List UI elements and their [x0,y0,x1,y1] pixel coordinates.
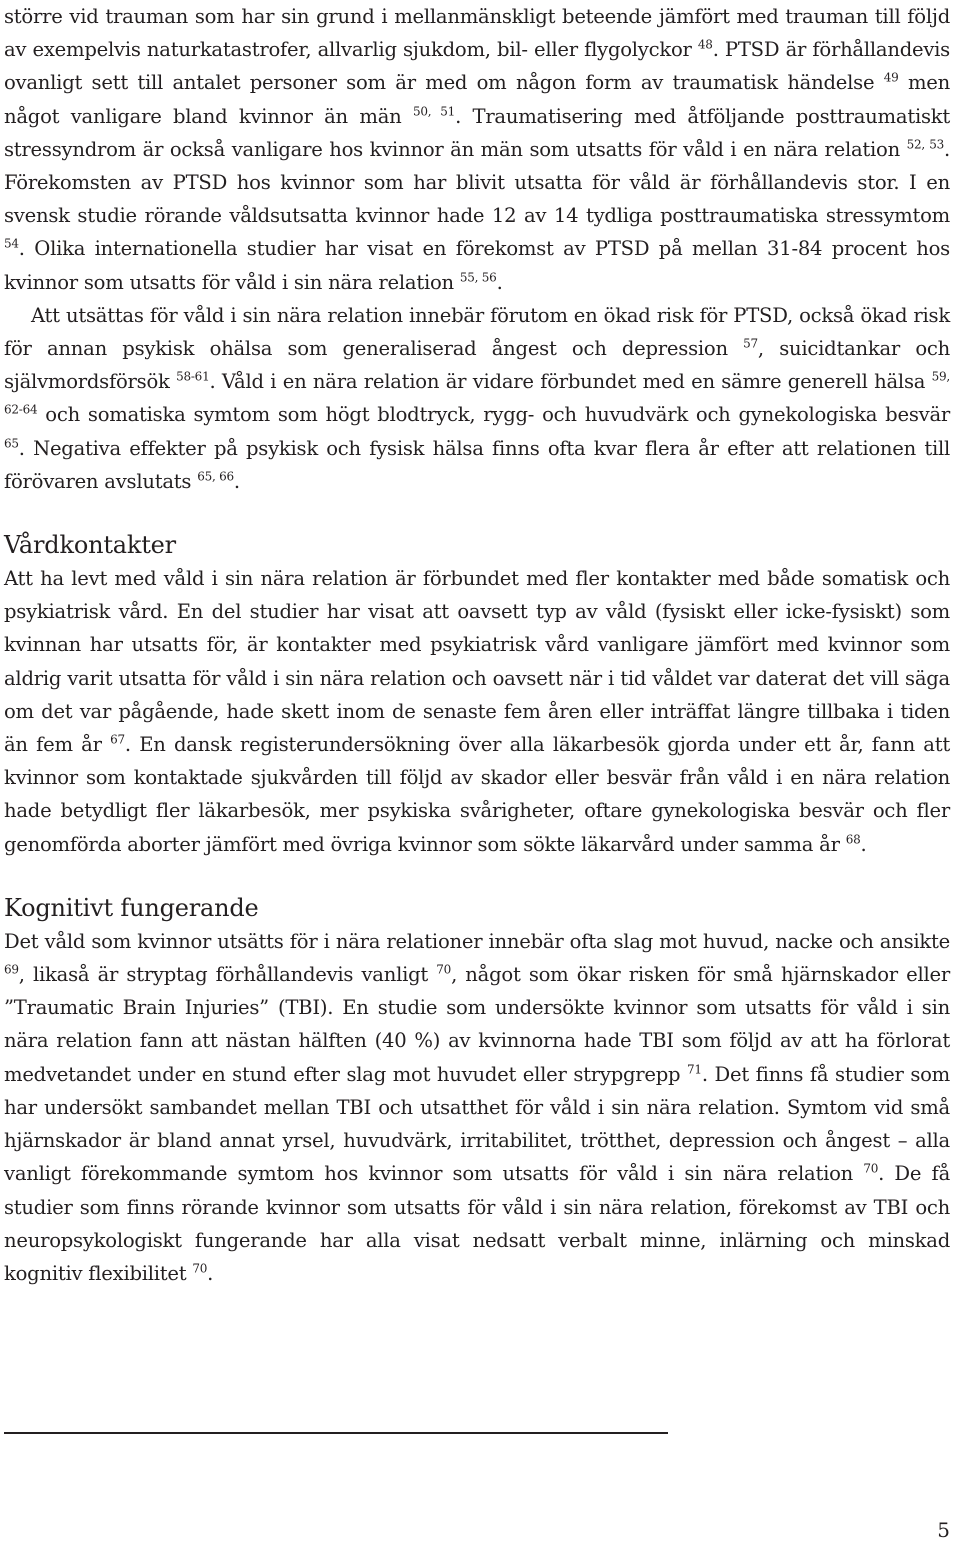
paragraph-vardkontakter: Att ha levt med våld i sin nära relation är förbundet med fler kontakter med både somatisk och psykiatrisk vård. En del studier har visat att oavsett typ av våld (fysiskt eller icke-fysiskt) som kvinnan har utsatts för, är kontakter med psykiatrisk vård vanligare jämfört med kvinnor som aldrig varit utsatta för våld i sin nära relation och oavsett när i tid våldet var daterat det vill säga om det var pågående, hade skett inom de senaste fem åren eller inträffat längre tillbaka i tiden än fem år $^{67}$. En dansk registerundersökning över alla läkarbesök gjorda under ett år, fann att kvinnor som kontaktade sjukvården till följd av skador eller besvär från våld i en nära relation hade betydligt fler läkarbesök, mer psykiska svårigheter, oftare gynekologiska besvär och fler genomförda aborter jämfört med övriga kvinnor som sökte läkarvård under samma år $^{68}$. [4,567,950,856]
citation: 55, 56 [459,270,497,285]
footnote-divider [4,1432,668,1434]
citation: 59, 62-64 [4,369,950,417]
citation: 70 [863,1161,879,1176]
citation: 70 [192,1261,208,1276]
heading-kognitivt-fungerande: Kognitivt fungerande [4,893,259,922]
page-number: 5 [937,1518,950,1542]
citation: 57 [743,336,758,351]
citation: 67 [110,732,125,747]
paragraph-mental-health-risks: Att utsättas för våld i sin nära relation innebär förutom en ökad risk för PTSD, också ökad risk för annan psykisk ohälsa som generaliserad ångest och depression $^{57}$, suicidtankar och självmordsförsök $^{58-61}$. Våld i en nära relation är vidare förbundet med en sämre generell hälsa $^{59, 62-64}$ och somatiska symtom som högt blodtryck, rygg- och huvudvärk och gynekologiska besvär $^{65}$. Negativa effekter på psykisk och fysisk hälsa finns ofta kvar flera år efter att relationen till förövaren avslutats $^{65, 66}$. [4,303,950,493]
citation: 65, 66 [197,469,234,484]
citation: 54 [4,236,19,251]
citation: 69 [4,962,19,977]
document-page [4,0,950,1290]
citation: 70 [436,962,452,977]
paragraph-ptsd-prevalence: större vid trauman som har sin grund i mellanmänskligt beteende jämfört med trauman till följd av exempelvis naturkatastrofer, allvarlig sjukdom, bil- eller flygolyckor $^{48}$. PTSD är förhållandevis ovanligt sett till antalet personer som är med om någon form av traumatisk händelse $^{49}$ men något vanligare bland kvinnor än män $^{50, 51}$. Traumatisering med åtföljande posttraumatiskt stressyndrom är också vanligare hos kvinnor än män som utsatts för våld i en nära relation $^{52, 53}$. Förekomsten av PTSD hos kvinnor som har blivit utsatta för våld är förhållandevis stor. I en svensk studie rörande våldsutsatta kvinnor hade 12 av 14 tydliga posttraumatiska stressymtom $^{54}$. Olika internationella studier har visat en förekomst av PTSD på mellan 31-84 procent hos kvinnor som utsatts för våld i sin nära relation $^{55, 56}$. [4,5,951,294]
citation: 49 [883,70,899,85]
citation: 65 [4,436,19,451]
citation: 68 [845,832,861,847]
citation: 50, 51 [412,104,456,119]
citation: 52, 53 [906,137,945,152]
heading-vardkontakter: Vårdkontakter [4,531,176,560]
citation: 58-61 [176,369,210,384]
citation: 48 [697,37,713,52]
citation: 71 [687,1062,702,1077]
paragraph-kognitivt-fungerande: Det våld som kvinnor utsätts för i nära relationer innebär ofta slag mot huvud, nacke och ansikte $^{69}$, likaså är stryptag förhållandevis vanligt $^{70}$, något som ökar risken för små hjärnskador eller ”Traumatic Brain Injuries” (TBI). En studie som undersökte kvinnor som utsatts för våld i sin nära relation fann att nästan hälften (40 %) av kvinnorna hade TBI som följd av att ha förlorat medvetandet under en stund efter slag mot huvudet eller strypgrepp $^{71}$. Det finns få studier som har undersökt sambandet mellan TBI och utsatthet för våld i sin nära relation. Symtom vid små hjärnskador är bland annat yrsel, huvudvärk, irritabilitet, trötthet, depression och ångest – alla vanligt förekommande symtom hos kvinnor som utsatts för våld i sin nära relation $^{70}$. De få studier som finns rörande kvinnor som utsatts för våld i sin nära relation, förekomst av TBI och neuropsykologiskt fungerande har alla visat nedsatt verbalt minne, inlärning och minskad kognitiv flexibilitet $^{70}$. [4,929,951,1285]
